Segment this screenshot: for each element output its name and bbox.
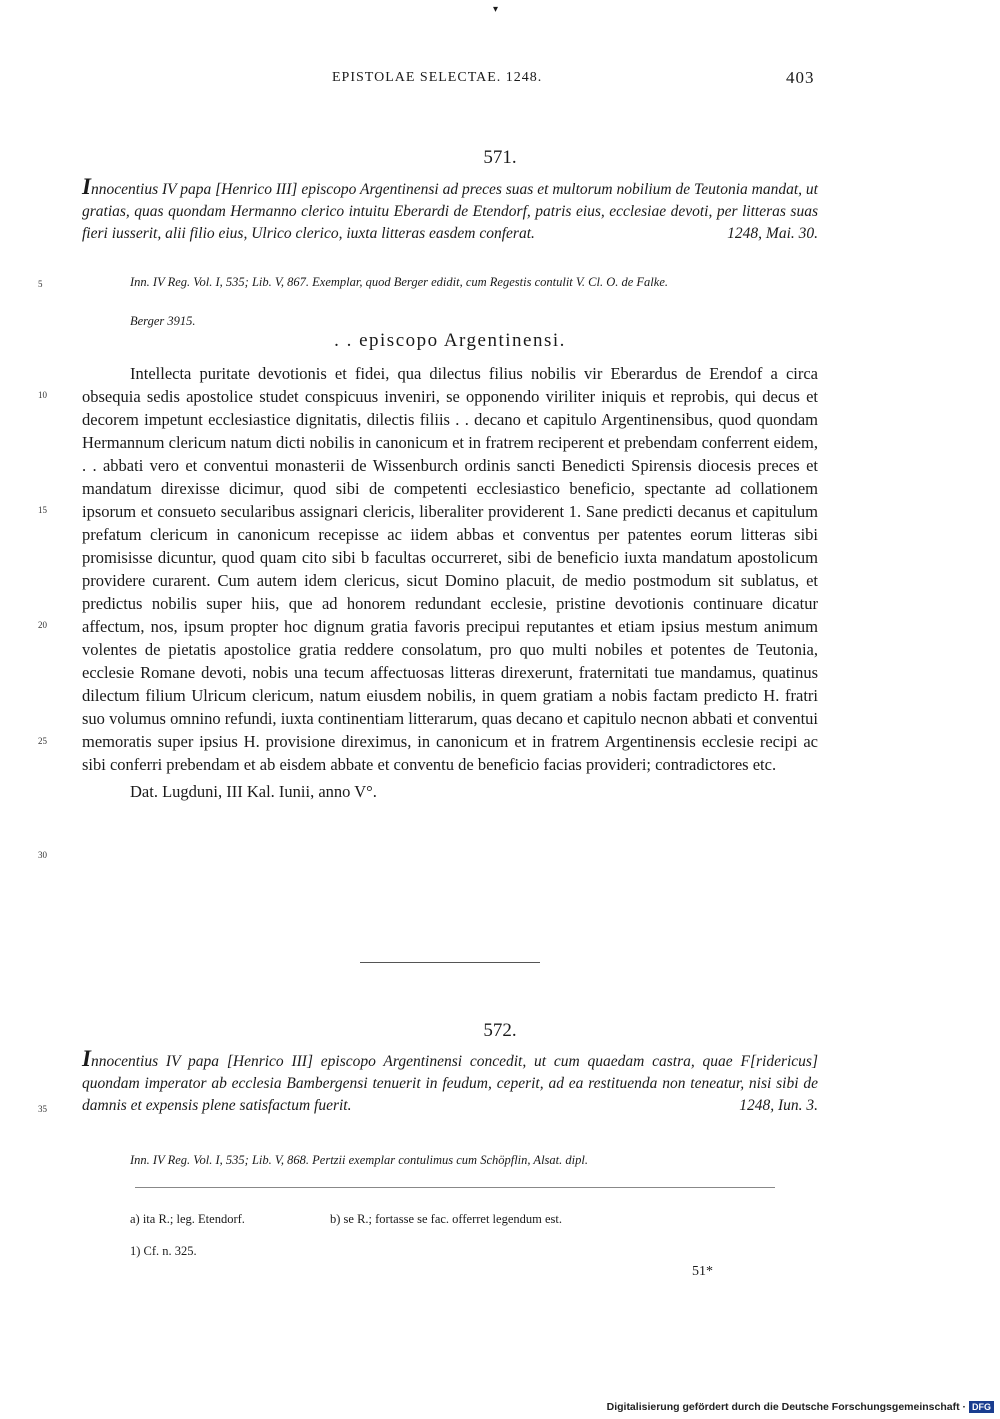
regest-date: 1248, Iun. 3. — [739, 1096, 818, 1114]
line-number: 35 — [38, 1104, 47, 1114]
berger-reference: Berger 3915. — [130, 314, 196, 328]
line-number: 15 — [38, 505, 47, 515]
regest-text: nnocentius IV papa [Henrico III] episcopo Argentinensi concedit, ut cum quaedam castra, quae F[ridericus] quondam imperator ab ecclesia Bambergensi tenuerit in feudum, ceperit, ad ea restituenda non teneatur, nisi sibi de damnis et expensis plene satisfactum fuerit. — [82, 1053, 818, 1114]
funding-notice — [594, 1401, 1000, 1419]
footnote-b: b) se R.; fortasse se fac. offerret legendum est. — [330, 1212, 562, 1226]
dating-line: Dat. Lugduni, III Kal. Iunii, anno V°. — [130, 782, 377, 801]
footnote-1: 1) Cf. n. 325. — [130, 1244, 197, 1258]
letter-text: Intellecta puritate devotionis et fidei, qua dilectus filius nobilis vir Eberardus de Erendof a circa obsequia sedis apostolice studet conspicuus inveniri, se opponendo viriliter iniquis et reprobis, qui decus et decorem impetunt ecclesiastice dignitatis, dilectis filiis . . decano et capitulo Argentinensibus, quod quondam Hermannum clericum natum dicti nobilis in canonicum et in fratrem reciperent et prebendam conferrent eidem, . . abbati vero et conventui monasterii de Wissenburch ordinis sancti Benedicti Spirensis diocesis preces et mandatum direxisse dicimur, quod sibi de competenti ecclesiastico beneficio, spectante ad collationem ipsorum et consueto secularibus assignari clericis, liberaliter providerent 1. Sane predicti decanus et capitulum prefatum clericum in canonicum recepisse ac iidem abbas et conventus per patentes eorum litteras sibi promisisse dicuntur, quod quam cito sibi b facultas occurreret, sibi de beneficio iuxta mandatum apostolicum providere curarent. Cum autem idem clericus, sicut Domino placuit, de medio postmodum sit sublatus, et predictus nobilis super hiis, que ad honorem redundant ecclesie, pristine devotionis continuare dicatur affectum, nos, ipsum propter hoc dignum gratia favoris precipui reputantes et etiam ipsius mestum animum volentes de pietatis apostolice gratia reddere consolatum, pro quo multi nobiles et potentes de Teutonia, ecclesie Romane devoti, nobis una tecum affectuosas litteras direxerunt, fraternitati tue mandamus, quatinus dilectum filium Ulricum clericum, natum eiusdem nobilis, in quem gratiam a nobis factam predicto H. fratri suo volumus omnino refundi, iuxta continentiam litterarum, quas decano et capitulo necnon abbati et conventui memoratis super ipsius H. provisione direximus, in canonicum et in fratrem Argentinensis ecclesie recipi ac sibi conferri prebendam et ab eisdem abbate et conventu de beneficio facias provideri; contradictores etc. — [82, 364, 818, 774]
running-title: EPISTOLAE SELECTAE. 1248. — [332, 70, 543, 85]
letter-body-571 — [82, 362, 818, 803]
line-number: 20 — [38, 620, 47, 630]
address-line: . . episcopo Argentinensi. — [334, 330, 566, 351]
source-note-572: Inn. IV Reg. Vol. I, 535; Lib. V, 868. Pertzii exemplar contulimus cum Schöpflin, Alsat. dipl. — [130, 1153, 588, 1167]
source-note-571: Inn. IV Reg. Vol. I, 535; Lib. V, 867. Exemplar, quod Berger edidit, cum Regestis contulit V. Cl. O. de Falke. — [130, 275, 669, 289]
funding-text: Digitalisierung gefördert durch die Deutsche Forschungsgemeinschaft · — [606, 1401, 966, 1413]
document-number-572: 572. — [483, 1020, 517, 1041]
regest-initial: I — [82, 174, 91, 199]
dfg-logo: DFG — [969, 1401, 994, 1413]
sheet-signature: 51* — [692, 1264, 713, 1279]
footnote-rule — [135, 1187, 775, 1188]
line-number: 10 — [38, 390, 47, 400]
page-number: 403 — [786, 68, 815, 87]
regest-text: nnocentius IV papa [Henrico III] episcopo Argentinensi ad preces suas et multorum nobilium de Teutonia mandat, ut gratias, quas quondam Hermanno clerico intuitu Eberardi de Etendorf, patris eius, ecclesiae devoti, per litteras suas fieri iusserit, alii filio eius, Ulrico clerico, iuxta litteras easdem conferat. — [82, 181, 818, 242]
regest-initial: I — [82, 1046, 91, 1071]
top-mark: ▾ — [493, 4, 499, 15]
line-number: 30 — [38, 850, 47, 860]
regest-571 — [82, 176, 818, 244]
footnote-a: a) ita R.; leg. Etendorf. — [130, 1212, 245, 1226]
section-divider — [360, 962, 540, 963]
document-number-571: 571. — [483, 147, 517, 168]
line-number: 5 — [38, 279, 43, 289]
line-number: 25 — [38, 736, 47, 746]
regest-572 — [82, 1048, 818, 1116]
running-head — [0, 66, 1000, 90]
regest-date: 1248, Mai. 30. — [727, 224, 818, 242]
